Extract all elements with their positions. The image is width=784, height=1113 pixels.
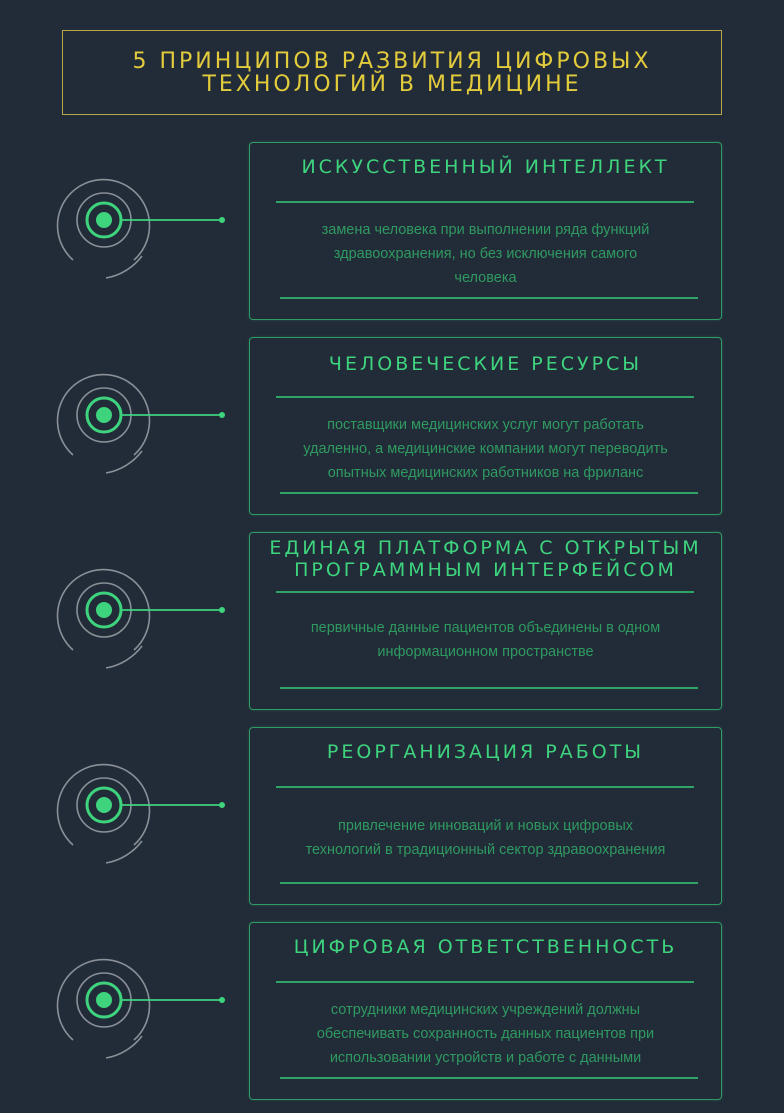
card-text-line: использовании устройств и работе с данными [329, 1050, 642, 1066]
card-text-line: замена человека при выполнении ряда функций [321, 222, 650, 238]
divider-top [276, 591, 694, 593]
target-icon [52, 562, 232, 682]
card-description [260, 616, 711, 664]
card-text-line: технологий в традиционный сектор здравоохранения [305, 842, 666, 858]
divider-top [276, 786, 694, 788]
card-description [260, 413, 711, 485]
card-text-line: здравоохранения, но без исключения самого [333, 246, 638, 262]
card-title [250, 741, 721, 763]
divider-bottom [280, 882, 698, 884]
divider-bottom [280, 492, 698, 494]
principle-card [249, 922, 722, 1100]
card-title-line: ПРОГРАММНЫМ ИНТЕРФЕЙСОМ [294, 559, 677, 581]
principle-item [0, 142, 784, 322]
target-icon [52, 367, 232, 487]
principle-item [0, 337, 784, 517]
card-text-line: первичные данные пациентов объединены в одном [310, 620, 661, 636]
card-title-line: РЕОРГАНИЗАЦИЯ РАБОТЫ [326, 741, 645, 763]
card-title [250, 936, 721, 958]
divider-top [276, 201, 694, 203]
principle-card [249, 142, 722, 320]
card-description [260, 218, 711, 290]
divider-top [276, 396, 694, 398]
card-text-line: привлечение инноваций и новых цифровых [337, 818, 633, 834]
card-title-line: ЦИФРОВАЯ ОТВЕТСТВЕННОСТЬ [293, 936, 678, 958]
principle-item [0, 532, 784, 712]
title-line-1: 5 ПРИНЦИПОВ РАЗВИТИЯ ЦИФРОВЫХ [132, 48, 652, 74]
card-text-line: поставщики медицинских услуг могут работать [327, 417, 644, 433]
target-icon [52, 952, 232, 1072]
card-title [250, 537, 721, 581]
card-description [260, 998, 711, 1070]
principle-card [249, 337, 722, 515]
principle-item [0, 922, 784, 1102]
card-title-line: ЧЕЛОВЕЧЕСКИЕ РЕСУРСЫ [328, 353, 643, 375]
card-description [260, 814, 711, 862]
divider-bottom [280, 1077, 698, 1079]
title-line-2: ТЕХНОЛОГИЙ В МЕДИЦИНЕ [202, 71, 582, 97]
divider-top [276, 981, 694, 983]
card-text-line: сотрудники медицинских учреждений должны [330, 1002, 641, 1018]
target-icon [52, 757, 232, 877]
principle-card [249, 532, 722, 710]
card-text-line: информационном пространстве [377, 644, 594, 660]
principle-card [249, 727, 722, 905]
card-text-line: опытных медицинских работников на фриланс [327, 465, 644, 481]
card-text-line: удаленно, а медицинские компании могут переводить [303, 441, 668, 457]
card-title [250, 156, 721, 178]
divider-bottom [280, 297, 698, 299]
divider-bottom [280, 687, 698, 689]
card-text-line: обеспечивать сохранность данных пациентов при [316, 1026, 655, 1042]
target-icon [52, 172, 232, 292]
title-frame [62, 30, 722, 115]
card-title [250, 353, 721, 375]
principle-item [0, 727, 784, 907]
card-text-line: человека [454, 270, 517, 286]
card-title-line: ИСКУССТВЕННЫЙ ИНТЕЛЛЕКТ [301, 156, 670, 178]
card-title-line: ЕДИНАЯ ПЛАТФОРМА С ОТКРЫТЫМ [269, 537, 702, 559]
